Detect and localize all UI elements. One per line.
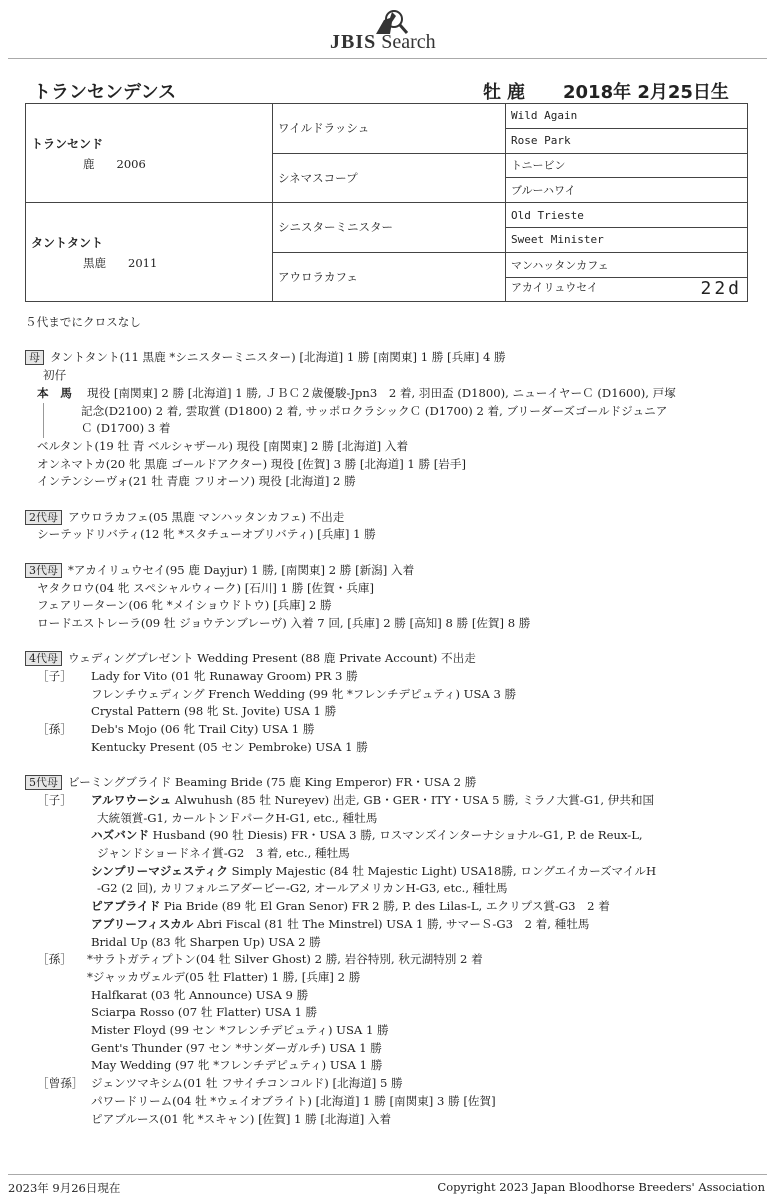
third-dam-child[interactable]: ロードエストレーラ(09 牡 ジョウテンブレーヴ) 入着 7 回, [兵庫] 2 勝 [高知] 8 勝 [佐賀] 8 勝 bbox=[37, 615, 531, 630]
footer-date: 2023年 9月26日現在 bbox=[8, 1181, 121, 1195]
descendant-text[interactable]: Deb's Mojo (06 牝 Trail City) USA 1 勝 bbox=[91, 722, 315, 737]
fifth-dam-grandchild[interactable]: *ジャッカヴェルデ(05 牡 Flatter) 1 勝, [兵庫] 2 勝 bbox=[87, 969, 361, 984]
pedigree-gen3-cell[interactable]: Wild Again bbox=[506, 104, 748, 129]
fourth-dam-child[interactable]: フレンチウェディング French Wedding (99 牝 *フレンチデピュティ) USA 3 勝 bbox=[91, 686, 517, 701]
logo-text: JBIS Search bbox=[330, 31, 436, 53]
sibling-line[interactable]: オンネマトカ(20 牝 黒鹿 ゴールドアクター) 現役 [佐賀] 3 勝 [北海道] 1 勝 [岩手] bbox=[37, 456, 466, 471]
horse-birth-date: 2018年 2月25日生 bbox=[563, 82, 729, 103]
pedigree-gen3-cell-last[interactable] bbox=[506, 277, 748, 302]
children-label: ［子］ bbox=[37, 792, 72, 807]
fourth-dam-child bbox=[25, 668, 765, 686]
fourth-dam-grandchild bbox=[25, 721, 765, 739]
descendant-text: Husband (90 牡 Diesis) FR・USA 3 勝, ロスマンズインターナショナル-G1, P. de Reux-L, bbox=[148, 828, 643, 843]
pedigree-gen2-cell[interactable]: アウロラカフェ bbox=[273, 252, 506, 302]
fifth-dam-great-grandchild bbox=[25, 1075, 765, 1093]
fifth-dam-tag: 5代母 bbox=[25, 775, 62, 790]
horse-sex-color: 牡鹿 bbox=[483, 82, 531, 103]
third-dam-line bbox=[25, 562, 765, 580]
sire-name[interactable]: トランセンド bbox=[31, 136, 104, 151]
stakes-horse-name[interactable]: アブリーフィスカル bbox=[91, 916, 194, 931]
sire-color: 鹿 bbox=[83, 156, 95, 171]
fifth-dam-child bbox=[25, 863, 765, 881]
children-label: ［子］ bbox=[37, 669, 72, 683]
third-dam-text[interactable]: *アカイリュウセイ(95 鹿 Dayjur) 1 勝, [南関東] 2 勝 [新潟] 入着 bbox=[68, 562, 415, 577]
cross-mark: 22d bbox=[700, 278, 742, 300]
jbis-search-logo[interactable] bbox=[330, 8, 460, 54]
second-dam-child[interactable]: シーテッドリバティ(12 牝 *スタチューオブリバティ) [兵庫] 1 勝 bbox=[37, 527, 376, 542]
second-dam-tag: 2代母 bbox=[25, 510, 62, 525]
fourth-dam-text[interactable]: ウェディングプレゼント Wedding Present (88 鹿 Private Account) 不出走 bbox=[68, 651, 476, 666]
descendant-text: Simply Majestic (84 牡 Majestic Light) USA18勝, ロングエイカーズマイルH bbox=[227, 863, 657, 878]
fifth-dam-great-grandchild[interactable]: パワードリーム(04 牡 *ウェイオブライト) [北海道] 1 勝 [南関東] 3 勝 [佐賀] bbox=[91, 1093, 496, 1108]
fifth-dam-grandchild bbox=[25, 951, 765, 969]
grandchildren-label: ［孫］ bbox=[37, 952, 72, 967]
descendant-text: Pia Bride (89 牝 El Gran Senor) FR 2 勝, P. des Lilas-L, エクリプス賞-G3 2 着 bbox=[160, 899, 610, 914]
great-grandchildren-label: ［曾孫］ bbox=[37, 1076, 84, 1091]
self-line bbox=[25, 385, 765, 403]
descendant-text: Abri Fiscal (81 牡 The Minstrel) USA 1 勝, サマーＳ-G3 2 着, 種牡馬 bbox=[193, 916, 590, 931]
grandchildren-label: ［孫］ bbox=[37, 722, 72, 737]
stakes-horse-name[interactable]: ピアブライド bbox=[91, 899, 161, 914]
fifth-dam-child bbox=[25, 792, 765, 810]
fifth-dam-great-grandchild[interactable]: ピアブルース(01 牝 *スキャン) [佐賀] 1 勝 [北海道] 入着 bbox=[91, 1111, 392, 1126]
fifth-dam-line bbox=[25, 774, 765, 792]
pedigree-gen3-cell[interactable]: マンハッタンカフェ bbox=[506, 252, 748, 277]
pedigree-gen3-cell[interactable]: Sweet Minister bbox=[506, 227, 748, 252]
cross-note: ５代までにクロスなし bbox=[25, 315, 141, 329]
descendant-text[interactable]: ジェンツマキシム(01 牡 フサイチコンコルド) [北海道] 5 勝 bbox=[91, 1076, 403, 1091]
footer-divider bbox=[8, 1174, 767, 1175]
pedigree-table bbox=[25, 103, 748, 302]
descendant-text[interactable]: Lady for Vito (01 牝 Runaway Groom) PR 3 勝 bbox=[91, 669, 358, 683]
sibling-line[interactable]: ベルタント(19 牡 青 ベルシャザール) 現役 [南関東] 2 勝 [北海道] 入着 bbox=[37, 438, 409, 453]
fifth-dam-grandchild[interactable]: Sciarpa Rosso (07 牡 Flatter) USA 1 勝 bbox=[91, 1005, 318, 1020]
dam-year: 2011 bbox=[128, 255, 158, 270]
descendant-text[interactable]: *サラトガティプトン(04 牡 Silver Ghost) 2 勝, 岩谷特別, 秋元湖特別 2 着 bbox=[87, 952, 483, 967]
third-dam-child[interactable]: フェアリーターン(06 牝 *メイショウドトウ) [兵庫] 2 勝 bbox=[37, 598, 332, 613]
horse-name: トランセンデンス bbox=[33, 82, 177, 103]
fifth-dam-child bbox=[25, 827, 765, 845]
self-record-cont: Ｃ (D1700) 3 着 bbox=[43, 420, 765, 438]
pedigree-gen3-cell[interactable]: Rose Park bbox=[506, 128, 748, 153]
pedigree-dam-cell bbox=[26, 203, 273, 302]
pedigree-gen2-cell[interactable]: ワイルドラッシュ bbox=[273, 104, 506, 154]
fifth-dam-child-cont: ジャンドショードネイ賞-G2 3 着, etc., 種牡馬 bbox=[97, 846, 350, 861]
fifth-dam-grandchild[interactable]: May Wedding (97 牝 *フレンチデピュティ) USA 1 勝 bbox=[91, 1058, 383, 1073]
self-record: 現役 [南関東] 2 勝 [北海道] 1 勝, ＪＢＣ２歳優駿-Jpn3 2 着, 羽田盃 (D1800), ニューイヤーＣ (D1600), 戸塚 bbox=[87, 385, 676, 400]
sire-year: 2006 bbox=[116, 156, 146, 171]
fifth-dam-grandchild[interactable]: Halfkarat (03 牝 Announce) USA 9 勝 bbox=[91, 987, 309, 1002]
pedigree-gen3-cell[interactable]: Old Trieste bbox=[506, 203, 748, 228]
dam-name[interactable]: タントタント bbox=[31, 235, 104, 250]
fifth-dam-child[interactable]: Bridal Up (83 牝 Sharpen Up) USA 2 勝 bbox=[91, 934, 321, 949]
third-dam-child[interactable]: ヤタクロウ(04 牝 スペシャルウィーク) [石川] 1 勝 [佐賀・兵庫] bbox=[37, 580, 374, 595]
pedigree-gen3-cell[interactable]: トニービン bbox=[506, 153, 748, 178]
dam-line bbox=[25, 349, 765, 367]
second-dam-text[interactable]: アウロラカフェ(05 黒鹿 マンハッタンカフェ) 不出走 bbox=[68, 509, 345, 524]
fourth-dam-grandchild[interactable]: Kentucky Present (05 セン Pembroke) USA 1 勝 bbox=[91, 739, 368, 754]
fifth-dam-grandchild[interactable]: Mister Floyd (99 セン *フレンチデピュティ) USA 1 勝 bbox=[91, 1023, 389, 1038]
fourth-dam-tag: 4代母 bbox=[25, 651, 62, 666]
fifth-dam-child bbox=[25, 916, 765, 934]
fifth-dam-child bbox=[25, 898, 765, 916]
family-section bbox=[25, 314, 765, 1128]
pedigree-sire-cell bbox=[26, 104, 273, 203]
fourth-dam-line bbox=[25, 650, 765, 668]
header-divider bbox=[8, 58, 767, 59]
footer-copyright: Copyright 2023 Japan Bloodhorse Breeders' Association bbox=[437, 1180, 765, 1194]
dam-tag: 母 bbox=[25, 350, 44, 365]
stakes-horse-name[interactable]: ハズバンド bbox=[91, 828, 149, 843]
stakes-horse-name[interactable]: シンプリーマジェスティク bbox=[91, 863, 228, 878]
pedigree-gen2-cell[interactable]: シニスターミニスター bbox=[273, 203, 506, 253]
third-dam-tag: 3代母 bbox=[25, 563, 62, 578]
pedigree-gen2-cell[interactable]: シネマスコープ bbox=[273, 153, 506, 203]
fifth-dam-child-cont: -G2 (2 回), カリフォルニアダービー-G2, オールアメリカンH-G3, etc., 種牡馬 bbox=[97, 881, 508, 896]
first-foal-note: 初仔 bbox=[43, 368, 67, 383]
self-record-cont: 記念(D2100) 2 着, 雲取賞 (D1800) 2 着, サッポロクラシックＣ (D1700) 2 着, ブリーダーズゴールドジュニア bbox=[43, 403, 765, 421]
pedigree-gen3-cell[interactable]: ブルーハワイ bbox=[506, 178, 748, 203]
sibling-line[interactable]: インテンシーヴォ(21 牡 青鹿 フリオーソ) 現役 [北海道] 2 勝 bbox=[37, 474, 356, 489]
dam-color: 黒鹿 bbox=[83, 255, 106, 270]
gen3-name[interactable]: アカイリュウセイ bbox=[511, 281, 598, 295]
descendant-text: Alwuhush (85 牡 Nureyev) 出走, GB・GER・ITY・USA 5 勝, ミラノ大賞-G1, 伊共和国 bbox=[171, 792, 655, 807]
fifth-dam-child-cont: 大統領賞-G1, カールトンＦパークH-G1, etc., 種牡馬 bbox=[97, 810, 378, 825]
stakes-horse-name[interactable]: アルワウーシュ bbox=[91, 792, 172, 807]
self-label: 本 馬 bbox=[37, 385, 72, 400]
fifth-dam-text[interactable]: ビーミングブライド Beaming Bride (75 鹿 King Emperor) FR・USA 2 勝 bbox=[68, 775, 477, 790]
fifth-dam-grandchild[interactable]: Gent's Thunder (97 セン *サンダーガルチ) USA 1 勝 bbox=[91, 1040, 382, 1055]
dam-line-text[interactable]: タントタント(11 黒鹿 *シニスターミニスター) [北海道] 1 勝 [南関東] 1 勝 [兵庫] 4 勝 bbox=[50, 350, 506, 365]
fourth-dam-child[interactable]: Crystal Pattern (98 牝 St. Jovite) USA 1 勝 bbox=[91, 704, 337, 719]
second-dam-line bbox=[25, 509, 765, 527]
